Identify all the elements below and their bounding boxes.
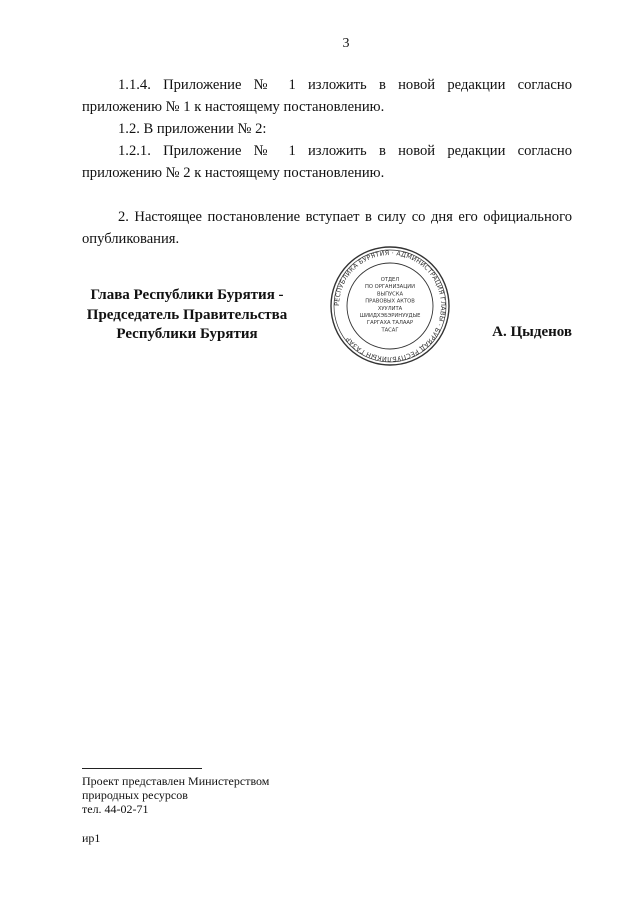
seal-line: ПРАВОВЫХ АКТОВ: [365, 298, 415, 305]
paragraph-2: 2. Настоящее постановление вступает в силу со дня его официального опубликования.: [82, 209, 572, 247]
seal-line: ШИИДХЭБЭРИНУУДЫЕ: [359, 313, 421, 319]
paragraph-1-1-4: 1.1.4. Приложение № 1 изложить в новой редакции согласно приложению № 1 к настоящему постановлению.: [82, 77, 572, 115]
signatory-title-line: Республики Бурятия: [116, 326, 258, 342]
seal-line: ХУУЛИТА: [377, 305, 403, 312]
footnote-line: Проект представлен Министерством: [82, 774, 270, 788]
paragraph-1-2: 1.2. В приложении № 2:: [118, 121, 267, 137]
document-code: ир1: [82, 831, 101, 845]
seal-line: ТАСАГ: [381, 327, 399, 334]
svg-text:РЕСПУБЛИКА БУРЯТИЯ · АДМИНИСТР: РЕСПУБЛИКА БУРЯТИЯ · АДМИНИСТРАЦИЯ ГЛАВЫ · БУРЯАД РЕСПУБЛИКЫН ГАЗАР: [332, 248, 448, 364]
footnote-line: природных ресурсов: [82, 788, 188, 802]
seal-line: ВЫПУСКА: [376, 291, 404, 298]
paragraph-1-2-1: 1.2.1. Приложение № 1 изложить в новой редакции согласно приложению № 2 к настоящему постановлению.: [82, 143, 572, 181]
seal-line: ГАРГАХА ТАЛААР: [366, 320, 414, 327]
page-number: 3: [342, 36, 350, 51]
signatory-title-line: Глава Республики Бурятия -: [90, 287, 284, 303]
footnote: [82, 774, 269, 816]
official-seal: [329, 245, 451, 367]
seal-line: ПО ОРГАНИЗАЦИИ: [364, 284, 416, 291]
signatory-name: А. Цыденов: [492, 324, 572, 340]
signatory-title-line: Председатель Правительства: [86, 306, 288, 323]
signatory-title: [82, 286, 292, 345]
seal-line: ОТДЕЛ: [380, 277, 400, 283]
footnote-divider: [82, 768, 202, 769]
document-body: [82, 74, 572, 250]
footnote-line: тел. 44-02-71: [82, 802, 149, 816]
